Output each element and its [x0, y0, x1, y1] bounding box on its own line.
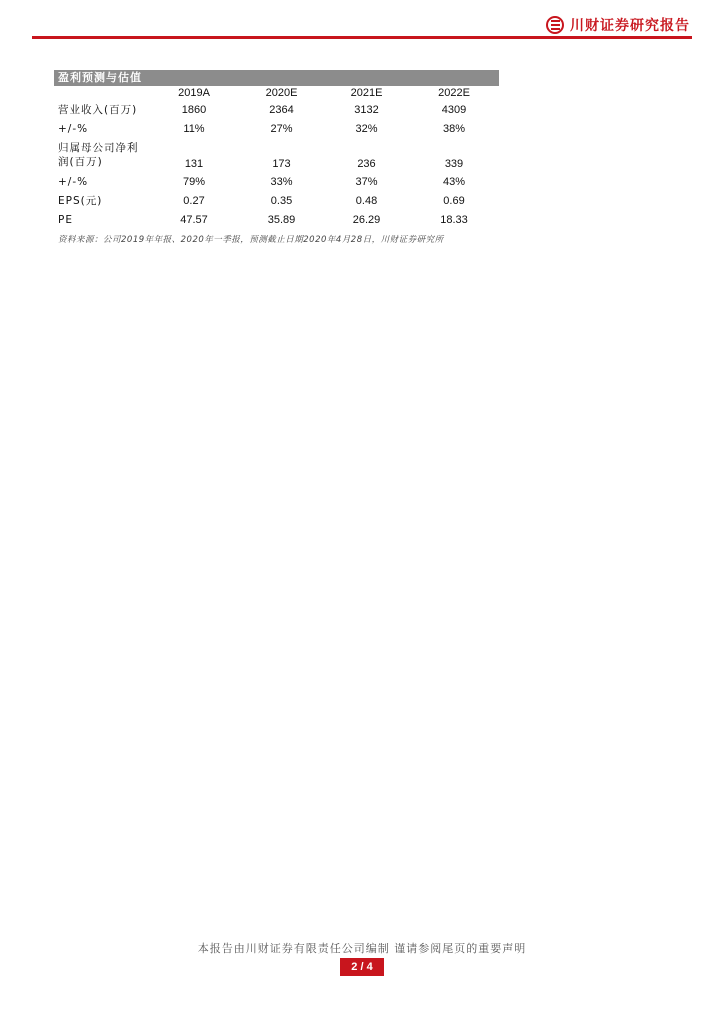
table-title: 盈利预测与估值 [54, 70, 499, 86]
table-cell: 35.89 [267, 213, 296, 226]
chuancai-logo-icon [546, 16, 564, 34]
row-label: EPS(元) [58, 195, 103, 207]
table-row [54, 138, 499, 172]
table-cell: 27% [270, 122, 293, 135]
brand-name: 川财证券研究报告 [570, 18, 690, 34]
table-cell: 18.33 [440, 213, 468, 226]
footer-disclaimer: 本报告由川财证券有限责任公司编制 谨请参阅尾页的重要声明 [197, 942, 527, 955]
table-cell: 1860 [181, 103, 207, 116]
table-cell: 0.27 [183, 194, 205, 207]
table-cell: 0.48 [355, 194, 378, 207]
table-row [54, 172, 499, 191]
row-label: +/-% [58, 175, 89, 188]
table-cell: 43% [442, 175, 466, 188]
table-cell: 236 [357, 158, 376, 170]
table-row [54, 100, 499, 119]
table-row [54, 119, 499, 138]
header-divider [32, 36, 692, 39]
row-label-line: 归属母公司净利 [58, 142, 139, 154]
column-header: 2020E [265, 87, 298, 99]
table-cell: 33% [270, 175, 293, 188]
page-header [0, 0, 724, 40]
table-cell: 11% [183, 122, 205, 135]
row-label: 营业收入(百万) [58, 104, 138, 116]
table-cell: 32% [355, 122, 378, 135]
row-label: PE [58, 213, 73, 226]
table-cell: 47.57 [180, 213, 208, 226]
column-header: 2022E [438, 87, 470, 99]
table-cell: 173 [272, 158, 291, 170]
table-cell: 26.29 [352, 213, 381, 226]
table-header-row [54, 86, 499, 100]
table-row [54, 191, 499, 210]
brand [546, 14, 690, 36]
table-cell: 2364 [269, 103, 294, 116]
row-label: +/-% [58, 122, 89, 135]
page-number: 2 / 4 [340, 958, 384, 976]
table-cell: 38% [442, 122, 466, 135]
table-cell: 339 [444, 158, 464, 170]
column-header: 2021E [350, 87, 383, 99]
table-cell: 3132 [354, 103, 379, 116]
column-header [54, 86, 149, 100]
table-source-note: 资料来源：公司2019年年报、2020年一季报，预测截止日期2020年4月28日，川财证券研究所 [58, 235, 444, 245]
table-cell: 4309 [441, 103, 467, 116]
table-cell: 131 [184, 158, 204, 170]
table-cell: 37% [355, 175, 378, 188]
forecast-table-section [54, 70, 499, 245]
table-cell: 0.35 [270, 194, 293, 207]
table-cell: 79% [182, 175, 206, 188]
table-cell: 0.69 [443, 194, 465, 207]
forecast-table [54, 86, 499, 229]
column-header: 2019A [178, 87, 210, 99]
row-label-line: 润(百万) [58, 156, 103, 168]
row-label [54, 138, 149, 172]
table-row [54, 210, 499, 229]
